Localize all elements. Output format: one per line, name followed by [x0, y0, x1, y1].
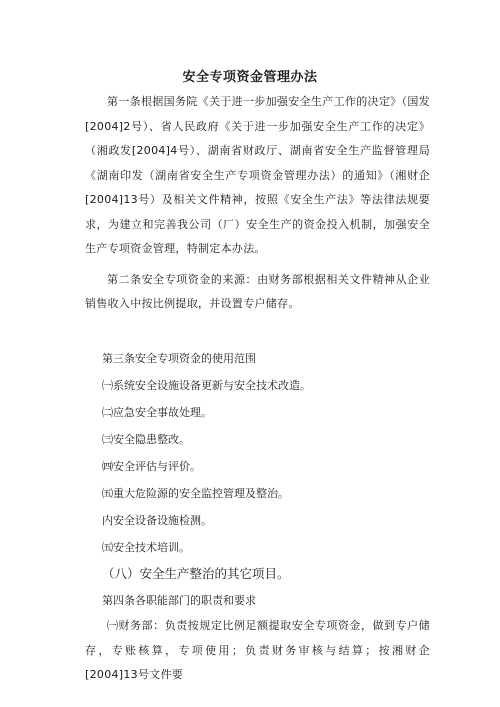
document-title: 安全专项资金管理办法	[182, 70, 318, 85]
use-item-4: ㈣安全评估与评价。	[102, 460, 201, 473]
use-item-5: ㈤重大危险源的安全监控管理及整治。	[102, 487, 289, 500]
article-1-block	[85, 90, 430, 317]
article-4-heading: 第四条各职能部门的职责和要求	[102, 594, 256, 607]
finance-duty-paragraph: ㈠财务部：负责按规定比例足额提取安全专项资金，做到专户储存，专账核算，专项使用；负责财务审核与结算；按湘财企[2004]13号文件要	[85, 619, 430, 681]
article-3-heading: 第三条安全专项资金的使用范围	[102, 352, 256, 365]
use-item-1: ㈠系统安全设施设备更新与安全技术改造。	[102, 379, 311, 392]
use-item-3: ㈢安全隐患整改。	[102, 433, 190, 446]
use-item-2: ㈡应急安全事故处理。	[102, 406, 212, 419]
article-1-paragraph: 第一条根据国务院《关于进一步加强安全生产工作的决定》（国发[2004]2号）、省人民政府《关于进一步加强安全生产工作的决定》（湘政发[2004]4号）、湖南省财政厅、湖南省安全生产监督管理局《湖南印发（湖南省安全生产专项资金管理办法）的通知》（湘财企[2004]13号）及相关文件精神，按照《安全生产法》等法律法规要求，为建立和完善我公司（厂）安全生产的资金投入机制，加强安全生产专项资金管理，特制定本办法。	[85, 95, 430, 255]
use-item-8: （八）安全生产整治的其它项目。	[102, 566, 290, 581]
use-item-6: 内安全设备设施检测。	[102, 514, 212, 527]
use-item-7: ㈤安全技术培训。	[102, 541, 190, 554]
finance-duty-block	[85, 614, 430, 688]
article-2-paragraph: 第二条安全专项资金的来源：由财务部根据相关文件精神从企业销售收入中按比例提取，并设置专户储存。	[85, 272, 430, 310]
